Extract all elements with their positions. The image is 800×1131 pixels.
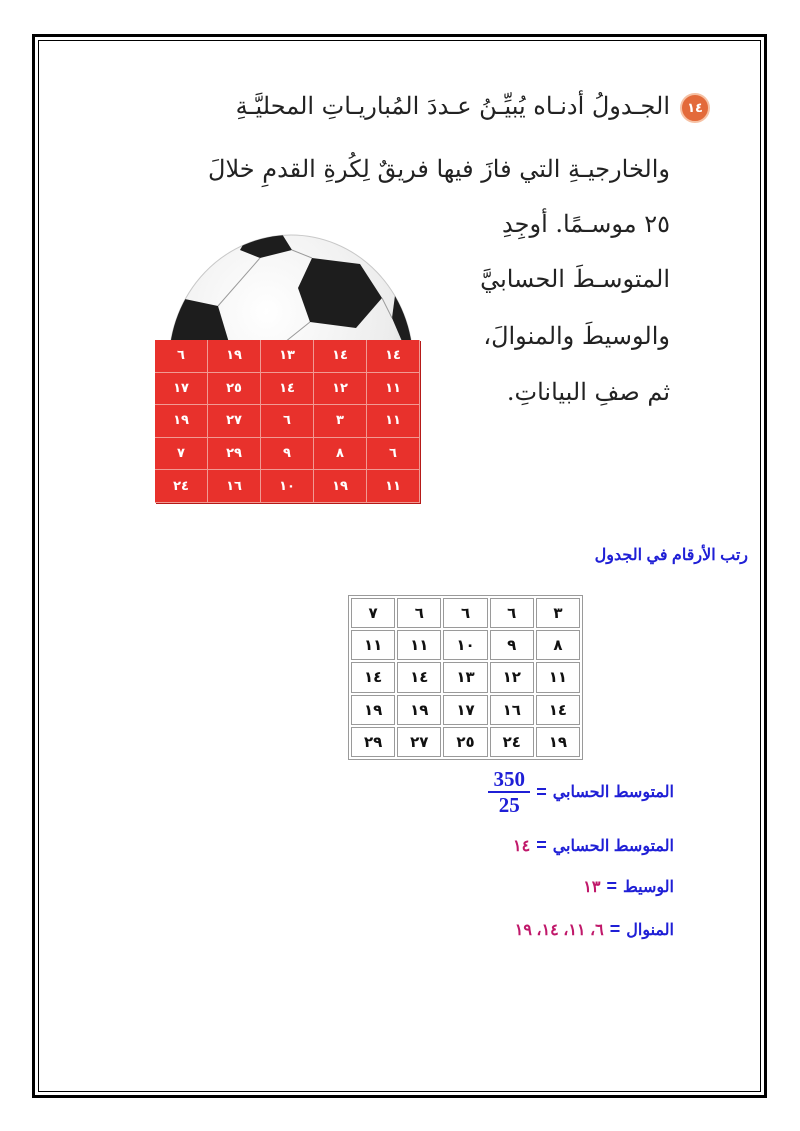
table-cell: ٩ bbox=[261, 438, 314, 471]
table-cell: ٣ bbox=[536, 598, 580, 628]
table-cell: ٢٥ bbox=[443, 727, 487, 757]
table-cell: ١٢ bbox=[314, 373, 367, 406]
table-cell: ١٩ bbox=[155, 405, 208, 438]
problem-number-badge: ١٤ bbox=[680, 93, 710, 123]
equals-sign: = bbox=[609, 919, 621, 939]
mean-value: ١٤ bbox=[513, 837, 531, 855]
problem-text-line-5: والوسيطَ والمنوالَ، bbox=[483, 322, 670, 350]
table-cell: ١٠ bbox=[261, 470, 314, 503]
table-cell: ٢٤ bbox=[490, 727, 534, 757]
table-cell: ٦ bbox=[397, 598, 441, 628]
table-cell: ٦ bbox=[367, 438, 420, 471]
mode-value: ٦، ١١، ١٤، ١٩ bbox=[514, 921, 604, 939]
mode-line bbox=[515, 919, 674, 940]
table-cell: ٩ bbox=[490, 630, 534, 660]
mode-label: المنوال bbox=[626, 921, 674, 939]
table-cell: ١٤ bbox=[314, 340, 367, 373]
median-line bbox=[583, 876, 674, 897]
median-value: ١٣ bbox=[583, 878, 601, 896]
table-cell: ١٦ bbox=[208, 470, 261, 503]
equals-sign: = bbox=[606, 876, 617, 896]
table-cell: ١٤ bbox=[261, 373, 314, 406]
fraction-denominator: 25 bbox=[498, 793, 520, 817]
problem-text-line-2: والخارجيـةِ التي فازَ فيها فريقٌ لِكُرةِ القدمِ خلالَ bbox=[208, 155, 670, 183]
table-cell: ٢٩ bbox=[351, 727, 395, 757]
mean-value-line bbox=[513, 835, 674, 856]
equals-sign: = bbox=[536, 781, 547, 802]
table-cell: ٨ bbox=[314, 438, 367, 471]
table-cell: ١١ bbox=[367, 470, 420, 503]
table-cell: ١٤ bbox=[367, 340, 420, 373]
table-cell: ٧ bbox=[155, 438, 208, 471]
table-cell: ١٩ bbox=[208, 340, 261, 373]
table-cell: ١١ bbox=[536, 662, 580, 692]
table-cell: ٣ bbox=[314, 405, 367, 438]
table-cell: ١١ bbox=[367, 373, 420, 406]
problem-text-line-4: المتوسـطَ الحسابيَّ bbox=[480, 265, 670, 293]
order-heading: رتب الأرقام في الجدول bbox=[594, 547, 748, 564]
table-cell: ١٩ bbox=[397, 695, 441, 725]
mean-label: المتوسط الحسابي bbox=[552, 784, 674, 801]
fraction-numerator: 350 bbox=[493, 767, 525, 791]
table-cell: ١٤ bbox=[397, 662, 441, 692]
table-cell: ١٧ bbox=[443, 695, 487, 725]
table-cell: ١١ bbox=[351, 630, 395, 660]
table-cell: ١١ bbox=[367, 405, 420, 438]
table-cell: ٢٧ bbox=[208, 405, 261, 438]
table-cell: ١٤ bbox=[536, 695, 580, 725]
mean-fraction bbox=[488, 768, 530, 816]
table-cell: ١٣ bbox=[443, 662, 487, 692]
table-cell: ٢٥ bbox=[208, 373, 261, 406]
table-cell: ١٩ bbox=[536, 727, 580, 757]
table-cell: ١١ bbox=[397, 630, 441, 660]
table-cell: ١٣ bbox=[261, 340, 314, 373]
table-cell: ٢٩ bbox=[208, 438, 261, 471]
table-cell: ٨ bbox=[536, 630, 580, 660]
table-cell: ١٠ bbox=[443, 630, 487, 660]
table-cell: ١٤ bbox=[351, 662, 395, 692]
table-cell: ٦ bbox=[155, 340, 208, 373]
table-cell: ١٧ bbox=[155, 373, 208, 406]
median-label: الوسيط bbox=[622, 878, 674, 896]
problem-text-line-1: الجـدولُ أدنـاه يُبيِّـنُ عـددَ المُباريـاتِ المحليَّـةِ bbox=[235, 92, 670, 120]
mean-fraction-line bbox=[484, 768, 674, 816]
table-cell: ٦ bbox=[490, 598, 534, 628]
table-cell: ٢٤ bbox=[155, 470, 208, 503]
table-cell: ٦ bbox=[261, 405, 314, 438]
table-cell: ١٩ bbox=[314, 470, 367, 503]
mean-label: المتوسط الحسابي bbox=[552, 837, 674, 855]
table-cell: ١٢ bbox=[490, 662, 534, 692]
table-cell: ٧ bbox=[351, 598, 395, 628]
table-cell: ٢٧ bbox=[397, 727, 441, 757]
wins-data-table bbox=[155, 340, 420, 503]
table-cell: ٦ bbox=[443, 598, 487, 628]
table-cell: ١٩ bbox=[351, 695, 395, 725]
equals-sign: = bbox=[536, 835, 547, 855]
table-cell: ١٦ bbox=[490, 695, 534, 725]
sorted-data-table bbox=[348, 595, 583, 760]
problem-text-line-3: ٢٥ موسـمًا. أوجِدِ bbox=[502, 210, 670, 238]
problem-text-line-6: ثم صفِ البياناتِ. bbox=[506, 378, 670, 406]
